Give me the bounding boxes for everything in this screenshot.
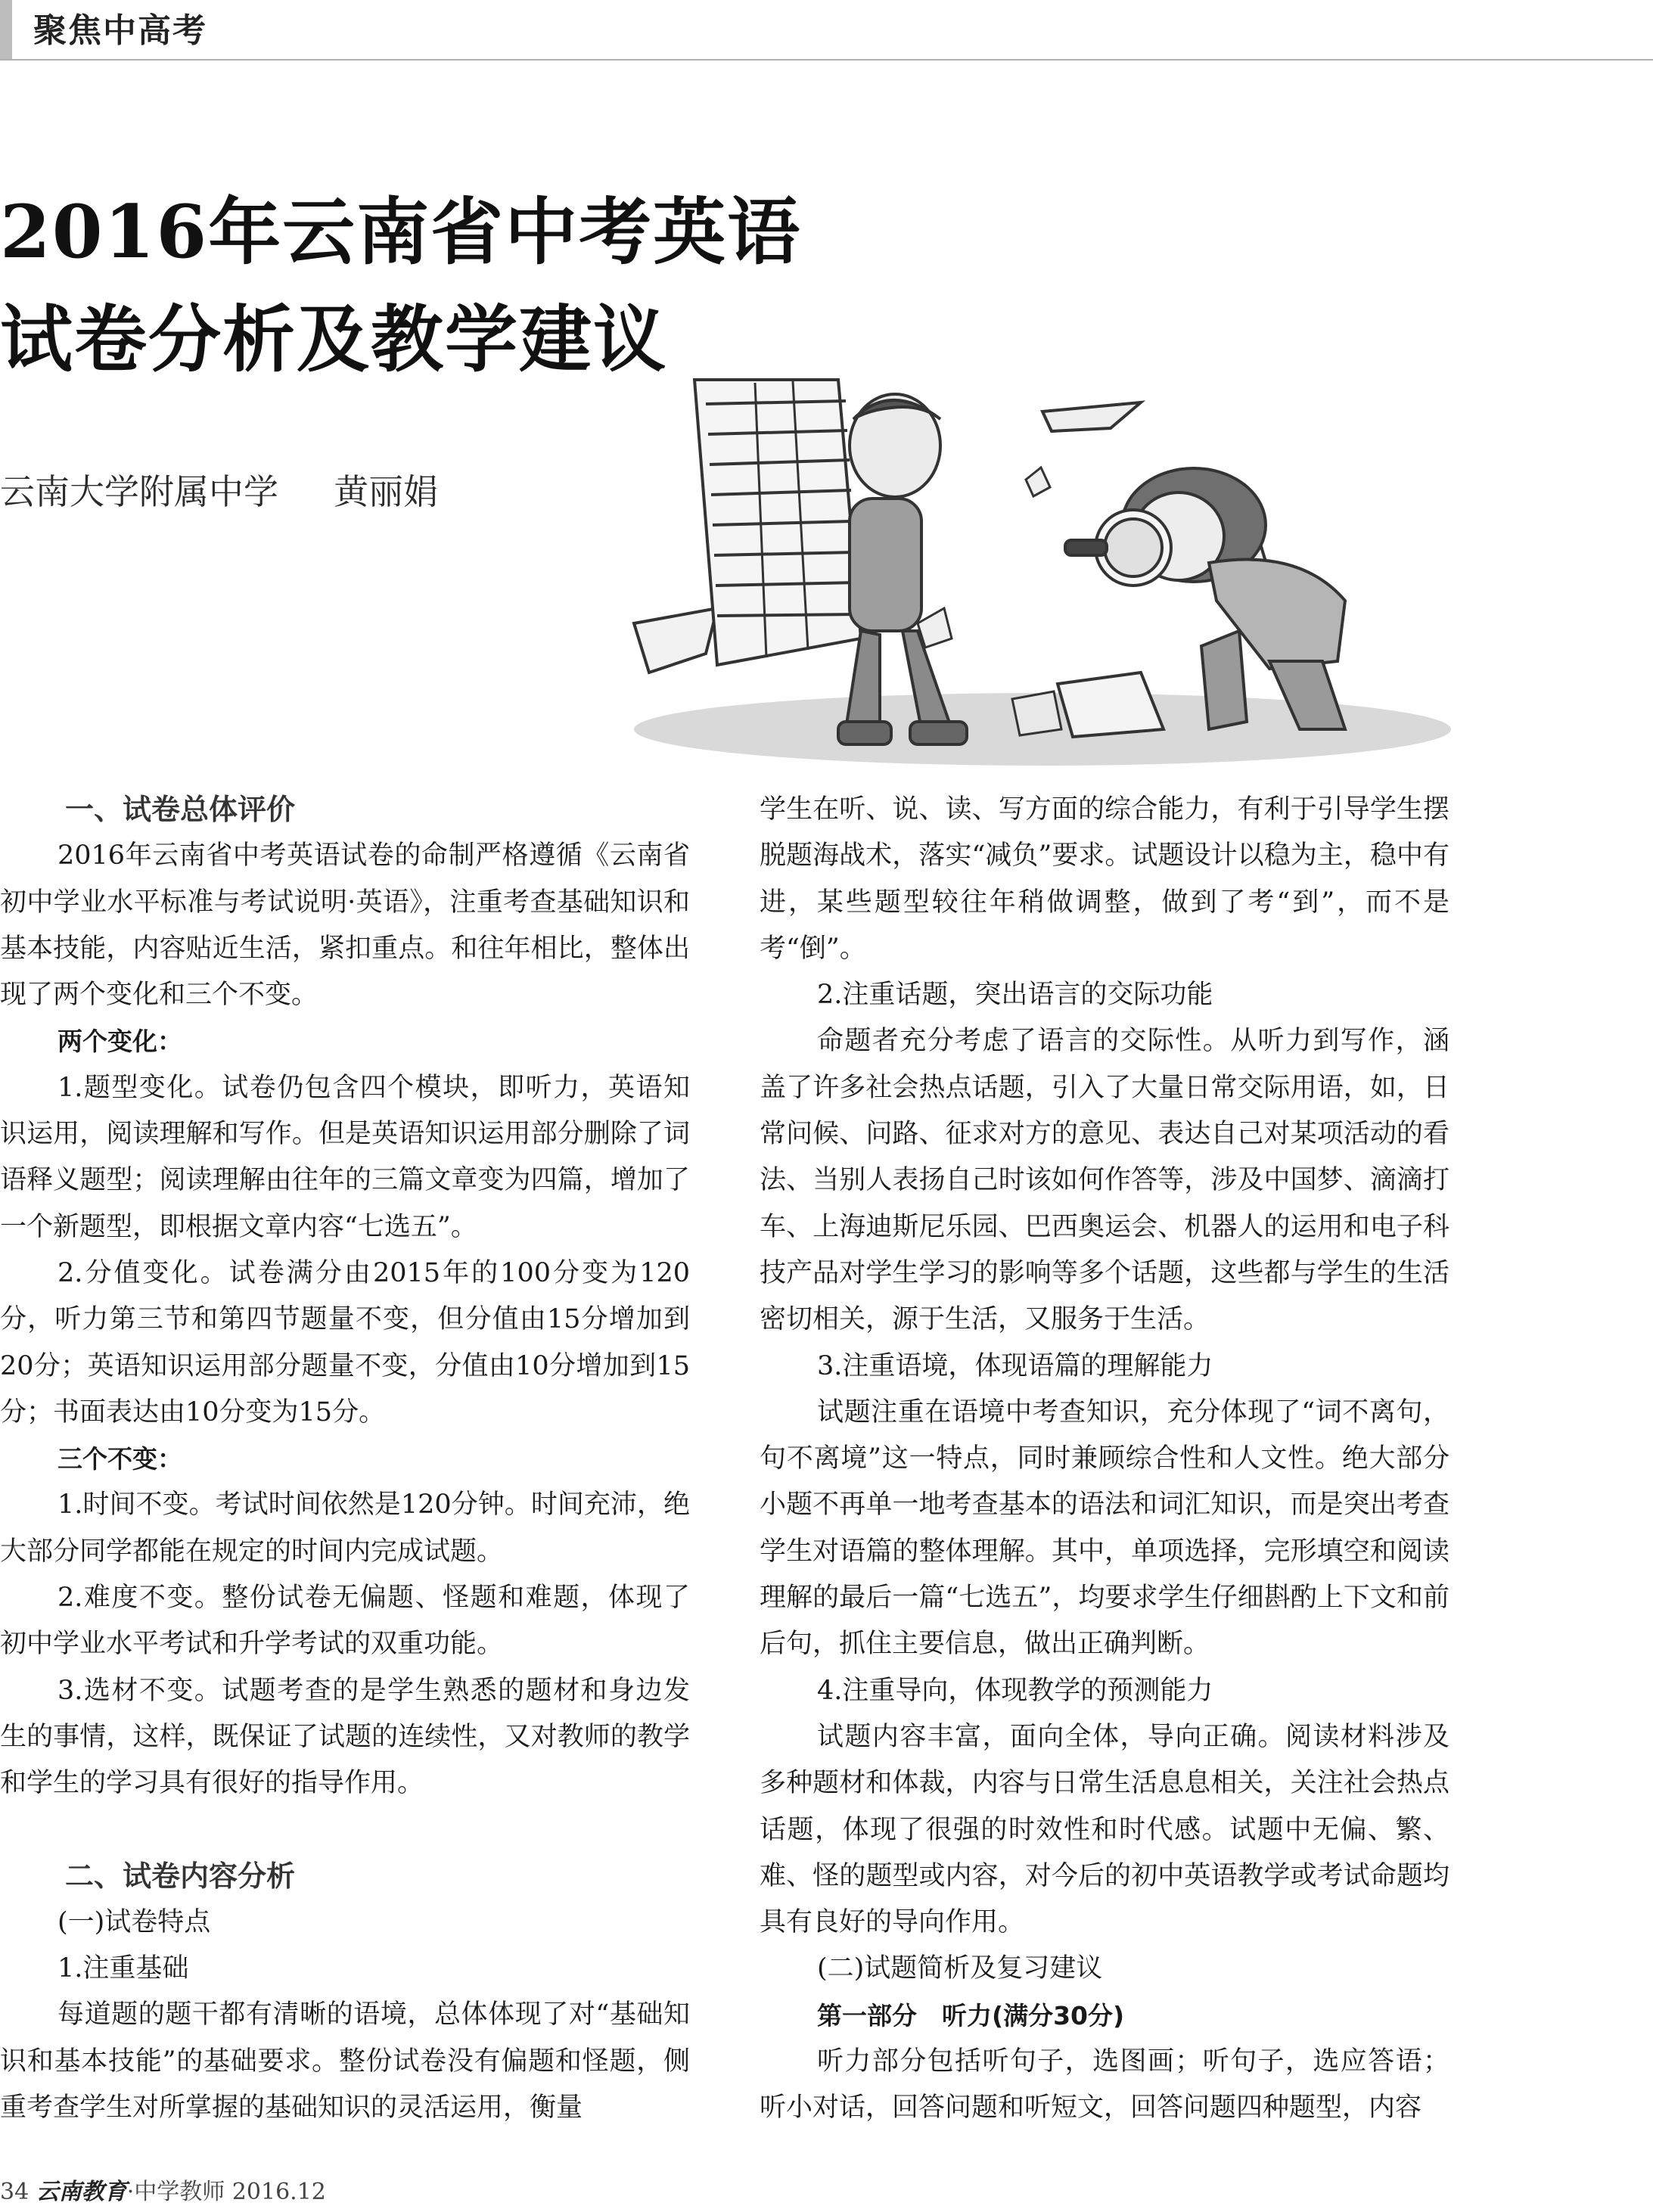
subheading-three-unchanged: 三个不变： [57,1444,182,1474]
section-heading-content-analysis: 二、试卷内容分析 [65,1859,296,1893]
section-heading-overall-evaluation: 一、试卷总体评价 [65,793,296,826]
paragraph: (二)试题简析及复习建议 [817,1953,1103,1984]
page-number: 34 [0,2179,30,2205]
book-stack [694,380,861,665]
author-line: 云南大学附属中学 黄丽娟 [0,471,439,512]
paragraph: 1.时间不变。考试时间依然是120分钟。时间充沛，绝大部分同学都能在规定的时间内完成试题。 [0,1490,690,1567]
left-column [0,787,690,2131]
title-line-2: 试卷分析及教学建议 [0,297,667,382]
article-title [0,179,870,393]
paragraph: 每道题的题干都有清晰的语境，总体体现了对“基础知识和基本技能”的基础要求。整份试卷没有偏题和怪题，侧重考查学生对所掌握的基础知识的灵活运用，衡量 [0,1999,690,2123]
paragraph: 3.选材不变。试题考查的是学生熟悉的题材和身边发生的事情，这样，既保证了试题的连续性，又对教师的教学和学生的学习具有很好的指导作用。 [0,1675,690,1799]
subheading-two-changes: 两个变化： [57,1027,182,1057]
subheading-listening: 第一部分 听力(满分30分) [817,2000,1125,2030]
title-line-1: 2016年云南省中考英语 [0,189,802,275]
page-footer [0,2173,326,2206]
paragraph: 学生在听、说、读、写方面的综合能力，有利于引导学生摆脱题海战术，落实“减负”要求。试题设计以稳为主，稳中有进，某些题型较往年稍做调整，做到了考“到”，而不是考“倒”。 [760,794,1449,964]
paragraph: 命题者充分考虑了语言的交际性。从听力到写作，涵盖了许多社会热点话题，引入了大量日常交际用语，如，日常问候、问路、征求对方的意见、表达自己对某项活动的看法、当别人表扬自己时该如何作答等，涉及中国梦、滴滴打车、上海迪斯尼乐园、巴西奥运会、机器人的运用和电子科技产品对学生学习的影响等多个话题，这些都与学生的生活密切相关，源于生活，又服务于生活。 [760,1026,1449,1335]
paragraph: 2.分值变化。试卷满分由2015年的100分变为120分，听力第三节和第四节题量不变，但分值由15分增加到20分；英语知识运用部分题量不变，分值由10分增加到15分；书面表达由10分变为15分。 [0,1257,690,1428]
header-accent-bar [0,0,12,59]
section-label: 聚焦中高考 [33,11,207,50]
paragraph: 2.注重话题，突出语言的交际功能 [817,980,1213,1011]
paragraph: 1.注重基础 [57,1953,189,1984]
journal-brand: 云南教育 [36,2179,127,2205]
page-header [0,0,1653,61]
boy-figure [838,394,967,744]
right-column [760,787,1449,2132]
section-gap [0,1807,690,1853]
paragraph: 4.注重导向，体现教学的预测能力 [817,1675,1213,1706]
paragraph: 听力部分包括听句子，选图画；听句子，选应答语；听小对话，回答问题和听短文，回答问题四种题型，内容 [760,2046,1449,2123]
cartoon-books-magnifier-illustration [619,374,1451,767]
paragraph: 3.注重语境，体现语篇的理解能力 [817,1350,1213,1381]
paragraph: 试题注重在语境中考查知识，充分体现了“词不离句，句不离境”这一特点，同时兼顾综合性和人文性。绝大部分小题不再单一地考查基本的语法和词汇知识，而是突出考查学生对语篇的整体理解。其中，单项选择，完形填空和阅读理解的最后一篇“七选五”，均要求学生仔细斟酌上下文和前后句，抓住主要信息，做出正确判断。 [760,1396,1449,1660]
journal-issue: ·中学教师 2016.12 [126,2179,326,2205]
paragraph: 1.题型变化。试卷仍包含四个模块，即听力，英语知识运用，阅读理解和写作。但是英语知识运用部分删除了词语释义题型；阅读理解由往年的三篇文章变为四篇，增加了一个新题型，即根据文章内容“七选五”。 [0,1072,690,1242]
paragraph: 试题内容丰富，面向全体，导向正确。阅读材料涉及多种题材和体裁，内容与日常生活息息相关，关注社会热点话题，体现了很强的时效性和时代感。试题中无偏、繁、难、怪的题型或内容，对今后的初中英语教学或考试命题均具有良好的导向作用。 [760,1721,1449,1938]
paragraph: 2016年云南省中考英语试卷的命制严格遵循《云南省初中学业水平标准与考试说明·英语》，注重考查基础知识和基本技能，内容贴近生活，紧扣重点。和往年相比，整体出现了两个变化和三个不变。 [0,840,690,1011]
paragraph: (一)试卷特点 [57,1906,211,1937]
paragraph: 2.难度不变。整份试卷无偏题、怪题和难题，体现了初中学业水平考试和升学考试的双重功能。 [0,1583,690,1660]
